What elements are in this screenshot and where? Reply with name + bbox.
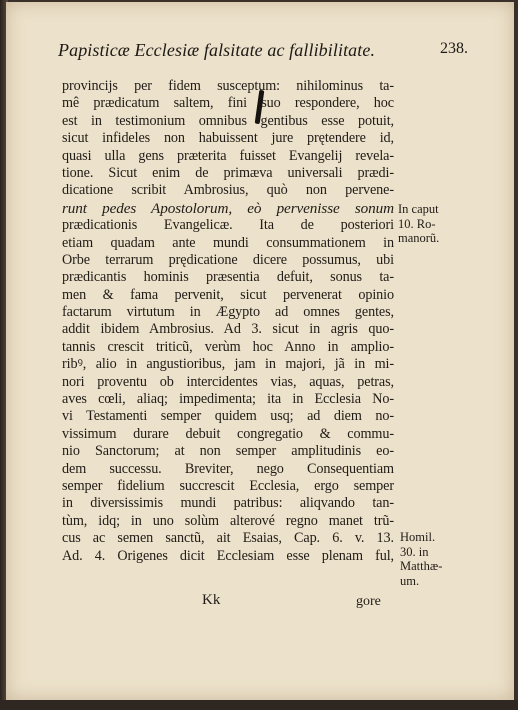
text-line: tione. Sicut enim de primæva universali prædi- [62,164,394,181]
text-line: aves cœli, aliaq; impedimenta; ita in Ecclesia No- [62,391,394,408]
scan-background [0,700,518,710]
text-line: semper fidelium succrescit Ecclesia, ergo semper [62,477,394,494]
page-number: 238. [440,40,468,57]
text-line: dem successu. Breviter, nego Consequentiam [62,460,394,477]
margin-note-line: Homil. [400,530,436,544]
text-line: men & fama pervenit, sicut pervenerat opinio [62,286,394,303]
margin-note-line: 10. Ro- [398,216,436,231]
text-line: prædicantis hominis præsentia defuit, sonus ta- [62,269,394,286]
catchword: gore [356,594,381,609]
running-title: Papisticæ Ecclesiæ falsitate ac fallibilitate. [58,40,376,60]
text-line: provincijs per fidem susceptum: nihilominus ta- [62,78,394,94]
text-line: nori proventu ob intercidentes vias, aquas, petras, [62,373,394,390]
text-line-italic: runt pedes Apostolorum, eò pervenisse sonum [62,199,394,217]
text-line: tannis crescit triticũ, verùm hoc Anno in amplio- [62,338,394,355]
signature-mark: Kk [202,592,221,608]
text-line: mê prædicatum saltem, fini suo respondere, hoc [62,95,394,112]
margin-note-line: Matthæ- [400,559,443,573]
text-line: sicut infideles non habuissent jure prętendere id, [62,130,394,147]
margin-note-romans [398,202,439,246]
margin-note-line: In caput [398,202,439,216]
text-line: Ad. 4. Origenes dicit Ecclesiam esse plenam ful, [62,547,394,564]
text-line: nio Sanctorum; at non semper amplitudinis eo- [62,443,394,460]
text-line: factarum virtutum in Ægypto ad omnes gentes, [62,304,394,321]
text-line: dicatione scribit Ambrosius, quò non pervene- [62,182,394,199]
margin-note-line: um. [400,573,420,588]
text-line: vissimum durare debuit congregatio & commu- [62,425,394,442]
page-header [58,40,468,64]
main-text-block [62,78,394,565]
text-line: addit ibidem Ambrosius. Ad 3. sicut in agris quo- [62,321,394,338]
text-line: est in testimonium omnibus gentibus esse potuit, [62,112,394,129]
text-line: quasi ulla gens præterita fuisset Evangelij revela- [62,147,394,164]
margin-note-homily [400,530,442,588]
margin-note-line: manorũ. [398,231,440,245]
text-line: in diversissimis mundi patribus: aliqvando tan- [62,495,394,512]
margin-note-line: 30. in [400,544,429,559]
text-line: prædicationis Evangelicæ. Ita de posteriori [62,217,394,234]
text-line: vi Testamenti semper quidem usq; ad diem no- [62,408,394,425]
page-footer [0,592,518,612]
text-line: etiam quadam ante mundi consummationem in [62,234,394,251]
text-line: cus ac semen sanctũ, ait Esaias, Cap. 6. v. 13. [62,530,394,547]
text-line: tùm, idq; in uno solùm alterové regno manet trũ- [62,512,394,529]
text-line: ribꝰ, alio in angustioribus, jam in majori, jã in mi- [62,356,394,373]
text-line: Orbe terrarum prędicatione dicere possumus, ubi [62,251,394,268]
